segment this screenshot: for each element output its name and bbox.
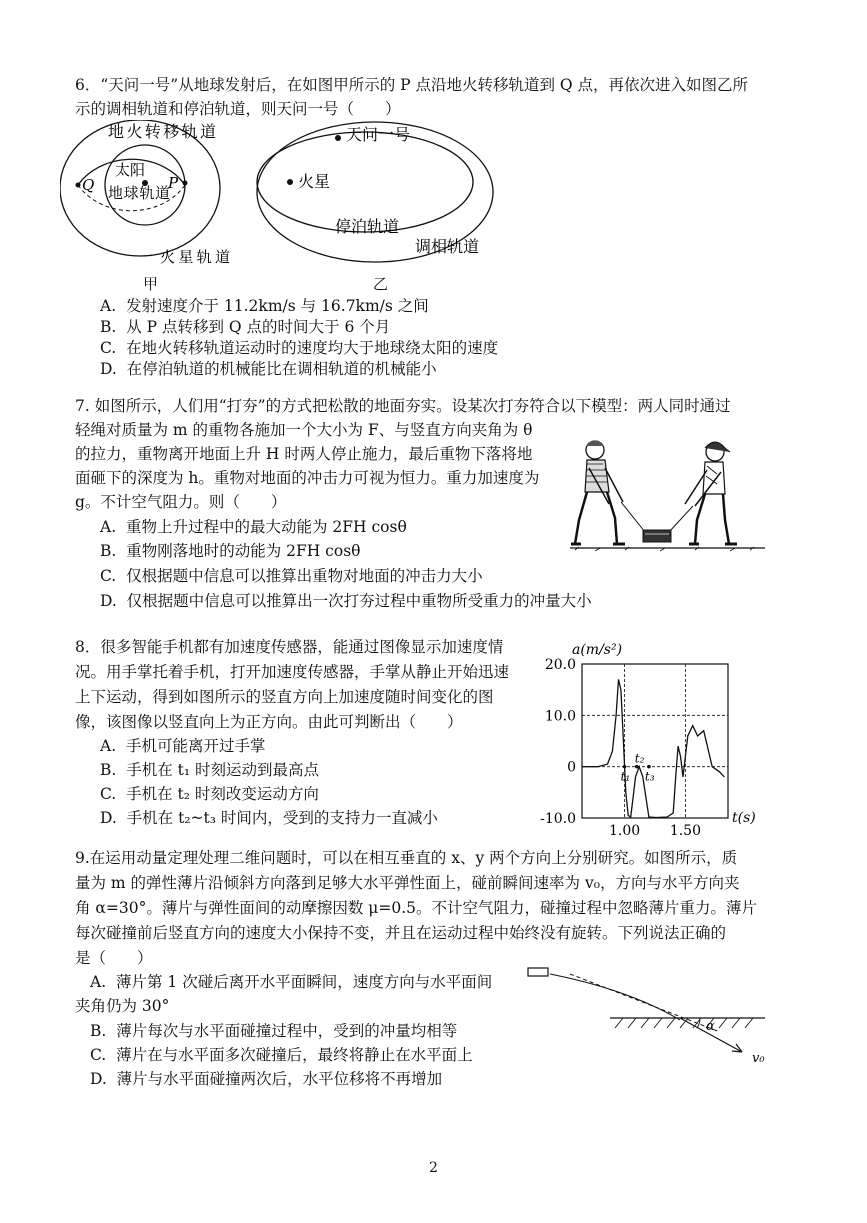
x-tick-label: 1.50 (669, 823, 702, 839)
q9-alpha-label: α (706, 1019, 715, 1034)
q8-option-b[interactable]: B. 手机在 t₁ 时刻运动到最高点 (100, 761, 319, 779)
q7-option-c[interactable]: C. 仅根据题中信息可以推算出重物对地面的冲击力大小 (100, 567, 483, 585)
y-tick-label: 10.0 (544, 708, 576, 725)
time-marker-dot (647, 765, 651, 769)
q7-stem-line-4: 面砸下的深度为 h。重物对地面的冲击力可视为恒力。重力加速度为 (75, 469, 540, 487)
y-tick-label: -10.0 (540, 811, 576, 827)
q9-v0-label: v₀ (752, 1051, 765, 1066)
q7-option-a[interactable]: A. 重物上升过程中的最大动能为 2FH cosθ (100, 518, 407, 536)
q7-stem-line-2: 轻绳对质量为 m 的重物各施加一个大小为 F、与竖直方向夹角为 θ (75, 421, 533, 439)
jia-earth-orbit-label: 地球轨道 (108, 184, 170, 202)
y-axis-label: a(m/s²) (572, 642, 623, 658)
q6-option-d[interactable]: D. 在停泊轨道的机械能比在调相轨道的机械能小 (100, 360, 437, 378)
acceleration-series-line (582, 679, 724, 817)
y-tick-label: 20.0 (544, 657, 576, 673)
time-marker-label: t₃ (644, 769, 655, 784)
jia-q-label: Q (82, 176, 95, 194)
q6-stem-line-2: 示的调相轨道和停泊轨道，则天问一号（ ） (75, 100, 401, 118)
q7-option-d[interactable]: D. 仅根据题中信息可以推算出一次打夯过程中重物所受重力的冲量大小 (100, 592, 592, 610)
time-marker-dot (623, 765, 627, 769)
yi-parking-label: 停泊轨道 (335, 217, 400, 236)
q8-stem-line-2: 况。用手掌托着手机，打开加速度传感器，手掌从静止开始迅速 (75, 663, 510, 681)
q7-tamping-figure (565, 430, 770, 555)
q9-stem-line-2: 量为 m 的弹性薄片沿倾斜方向落到足够大水平弹性面上，碰前瞬间速率为 v₀，方向与水平方向夹 (75, 874, 740, 892)
q9-stem-line-3: 角 α=30°。薄片与弹性面间的动摩擦因数 μ=0.5。不计空气阻力，碰撞过程中忽略薄片重力。薄片 (75, 899, 757, 917)
q6-figure-jia (60, 120, 235, 290)
y-tick-label: 0 (567, 759, 576, 776)
q7-stem-line-1: 7. 如图所示，人们用“打夯”的方式把松散的地面夯实。设某次打夯符合以下模型：两人同时通过 (75, 397, 731, 415)
q6-fig-jia-caption: 甲 (143, 275, 159, 293)
q8-option-c[interactable]: C. 手机在 t₂ 时刻改变运动方向 (100, 785, 319, 803)
yi-mars-label: 火星 (298, 172, 331, 191)
q8-stem-line-4: 像，该图像以竖直向上为正方向。由此可判断出（ ） (75, 713, 463, 731)
q6-fig-yi-caption: 乙 (373, 275, 389, 293)
page-number: 2 (429, 1160, 438, 1176)
q9-option-d[interactable]: D. 薄片与水平面碰撞两次后，水平位移将不再增加 (90, 1070, 443, 1088)
yi-tianwen-label: 天问一号 (346, 125, 411, 144)
yi-phasing-label: 调相轨道 (415, 237, 480, 256)
jia-sun-label: 太阳 (115, 161, 146, 179)
q9-stem-line-4: 每次碰撞前后竖直方向的速度大小保持不变，并且在运动过程中始终没有旋转。下列说法正确的 (75, 924, 727, 942)
x-tick-label: 1.00 (608, 823, 641, 839)
q7-option-b[interactable]: B. 重物刚落地时的动能为 2FH cosθ (100, 542, 361, 560)
q9-option-a[interactable]: A. 薄片第 1 次碰后离开水平面瞬间，速度方向与水平面间 (90, 973, 493, 991)
jia-mars-orbit-label: 火星轨道 (160, 248, 230, 266)
q9-option-c[interactable]: C. 薄片在与水平面多次碰撞后，最终将静止在水平面上 (90, 1046, 473, 1064)
jia-p-label: P (168, 174, 179, 192)
q8-option-a[interactable]: A. 手机可能离开过手掌 (100, 737, 266, 755)
q6-option-c[interactable]: C. 在地火转移轨道运动时的速度均大于地球绕太阳的速度 (100, 339, 499, 357)
q8-stem-line-3: 上下运动，得到如图所示的竖直方向上加速度随时间变化的图 (75, 688, 494, 706)
q8-option-d[interactable]: D. 手机在 t₂~t₃ 时间内，受到的支持力一直减小 (100, 809, 438, 827)
q9-stem-line-1: 9.在运用动量定理处理二维问题时，可以在相互垂直的 x、y 两个方向上分别研究。如图所示，质 (75, 849, 738, 867)
q8-stem-line-1: 8．很多智能手机都有加速度传感器，能通过图像显示加速度情 (75, 638, 504, 656)
q7-stem-line-5: g。不计空气阻力。则（ ） (75, 493, 287, 511)
time-marker-label: t₁ (620, 769, 631, 784)
q9-stem-line-5: 是（ ） (75, 949, 153, 967)
time-marker-label: t₂ (634, 751, 645, 766)
q9-option-b[interactable]: B. 薄片每次与水平面碰撞过程中，受到的冲量均相等 (90, 1022, 458, 1040)
q6-figure-yi (250, 120, 505, 270)
q6-option-b[interactable]: B. 从 P 点转移到 Q 点的时间大于 6 个月 (100, 318, 391, 336)
q6-stem-line-1: 6．“天问一号”从地球发射后，在如图甲所示的 P 点沿地火转移轨道到 Q 点，再依次进入如图乙所 (75, 76, 749, 94)
q7-stem-line-3: 的拉力，重物离开地面上升 H 时两人停止施力，最后重物下落将地 (75, 445, 533, 463)
q9-sheet-figure (520, 960, 770, 1080)
q9-option-a-cont: 夹角仍为 30° (75, 997, 170, 1015)
x-axis-label: t(s) (732, 810, 756, 826)
acceleration-chart (530, 632, 770, 842)
jia-transfer-orbit-label: 地火转移轨道 (108, 122, 216, 141)
q6-option-a[interactable]: A. 发射速度介于 11.2km/s 与 16.7km/s 之间 (100, 297, 429, 315)
